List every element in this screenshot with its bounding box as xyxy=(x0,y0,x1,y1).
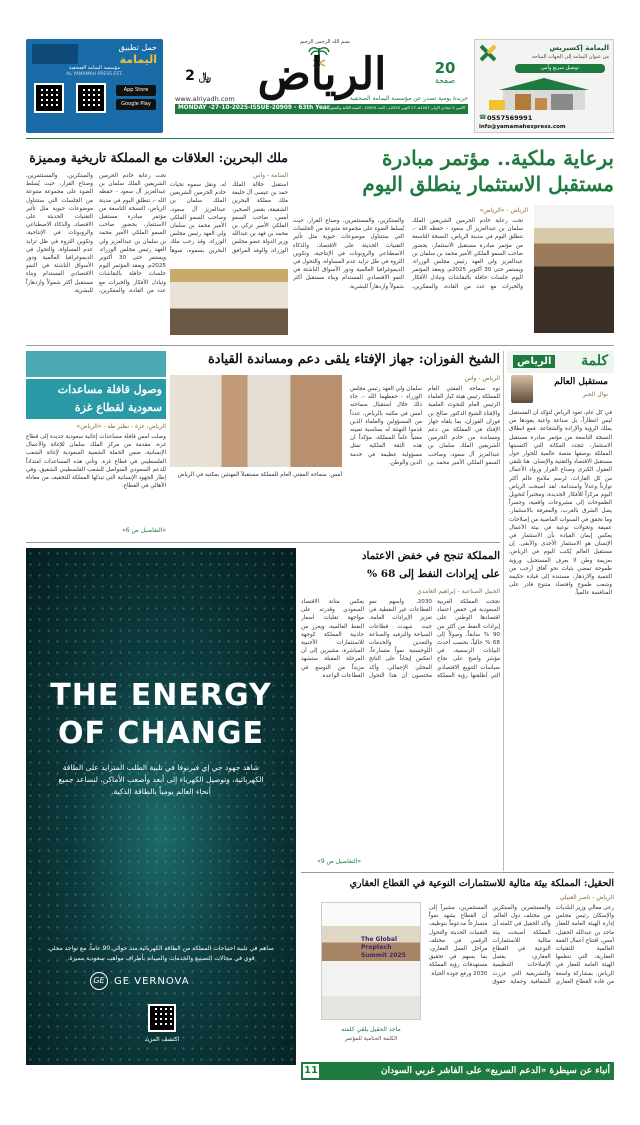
oil-story[interactable] xyxy=(301,548,500,870)
newspaper-title: الرياض xyxy=(257,49,387,100)
photo-caption-role: الكلمة الختامية للمؤتمر xyxy=(344,1036,398,1042)
newspaper-logo xyxy=(222,42,422,100)
column-header xyxy=(507,351,614,373)
oil-body: نجحت المملكة العربية السعودية في خفض اعتماد اقتصادها الوطني على إيرادات النفط من أكثر من 90 % سابقاً، وصولاً إلى 68 % حالياً، بحسب أحدث البيانات الرسمية، في مؤشر واضح على نجاح سياسات التنويع الاقتصادي التي أطلقتها رؤية المملكة 2030. وأسهم نمو القطاعات غير النفطية في تعزيز الإيرادات العامة، حيث شهدت قطاعات السياحة والترفيه والصناعة والتعدين والخدمات اللوجستية نمواً متسارعاً، انعكس إيجاباً على الناتج المحلي الإجمالي. وأكد مختصون أن هذا التحول يعكس متانة الاقتصاد السعودي وقدرته على مواجهة تقلبات أسعار النفط العالمية، ويعزز من جاذبية المملكة كوجهة للاستثمارات الأجنبية المباشرة، مشيرين إلى أن المرحلة المقبلة ستشهد مزيداً من التوسع في القطاعات الواعدة. xyxy=(301,599,500,679)
fawzan-story[interactable] xyxy=(170,351,500,541)
ad-arabic-text: شاهد جهود جي إي فيرنوفا في تلبية الطلب المتزايد على الطاقة الكهربائية، وتوصيل الكهرباء إلى أبعد وأصعب الأماكن، لنساعد جميع أنحاء العالم يومياً بالطاقة الذكية. xyxy=(58,763,264,796)
ge-vernova-ad[interactable] xyxy=(26,548,296,1065)
column-divider xyxy=(503,351,504,871)
express-ad[interactable] xyxy=(474,39,614,133)
publisher-name: مؤسسة اليمامة الصحفية xyxy=(68,65,121,71)
tagline: جريدة يومية تصدر عن مؤسسة اليمامة الصحفية xyxy=(349,95,468,102)
pages-count xyxy=(428,60,462,85)
section-divider xyxy=(26,345,614,346)
mid-divider xyxy=(26,542,500,543)
ad-qr-code-icon[interactable] xyxy=(148,1004,176,1032)
oil-continued[interactable]: «التفاصيل ص 9» xyxy=(317,858,361,865)
website-url[interactable]: www.alriyadh.com xyxy=(175,95,235,103)
express-email[interactable]: info@yamamahexpress.com xyxy=(479,124,566,130)
lead-byline: الرياض - «الرياض» xyxy=(479,207,528,214)
masthead-divider xyxy=(26,138,614,139)
fawzan-photo-caption: أمس: سماحة المفتي العام للمملكة مستقبلاً المهنئين بمكتبه في الرياض xyxy=(177,472,342,478)
price-value: 2 xyxy=(185,68,195,84)
real-estate-body: رعى معالي وزير البلديات والإسكان رئيس مجلس إدارة الهيئة العامة للعقار ماجد بن عبدالله الحقيل، أمس، افتتاح أعمال القمة العالمية للتقنيات العقارية، التي تنظمها الهيئة العامة للعقار في الرياض، بمشاركة واسعة من قادة القطاع العقاري والمستثمرين والمبتكرين من مختلف دول العالم. وأكد الحقيل في كلمته أن المملكة أصبحت بيئة مثالية للاستثمارات النوعية في القطاع العقاري، بفضل الإصلاحات التنظيمية والتشريعية التي عززت الشفافية وحماية حقوق المستثمرين، مشيراً إلى أن القطاع يشهد نمواً متسارعاً مدعوماً بتوظيف التقنيات الحديثة والتحول الرقمي في مختلف مراحل العمل العقاري، بما يسهم في تحقيق مستهدفات رؤية المملكة 2030 ورفع جودة الحياة. xyxy=(429,905,614,985)
masthead xyxy=(0,0,640,142)
king-portrait xyxy=(534,205,614,333)
lead-story[interactable] xyxy=(293,145,614,345)
column-title: مستقبل العالم xyxy=(554,377,608,387)
google-play-button[interactable]: Google Play xyxy=(116,99,156,110)
footer-page-number: 11 xyxy=(304,1065,318,1076)
fawzan-headline: الشيخ الفوزان: جهاز الإفتاء يلقى دعم ومساندة القيادة xyxy=(208,352,500,367)
column-logo: الرياض xyxy=(513,355,555,368)
real-estate-headline: الحقيل: المملكة بيئة مثالية للاستثمارات النوعية في القطاع العقاري xyxy=(349,878,614,889)
minister-photo xyxy=(321,902,421,1020)
column-author: نوال الجبر xyxy=(582,391,608,398)
issue-bar xyxy=(175,104,468,114)
ad-brand: GE VERNOVA xyxy=(114,976,190,987)
column-body: في كل عام، تعود الرياض لتؤكد أن المستقبل ليس انتظاراً، بل صناعة واعية يقودها من يملك الرؤية والإرادة والشجاعة. فمع انطلاق النسخة التاسعة من مؤتمر مبادرة مستقبل الاستثمار، تتجدد المكانة التي اكتسبتها المملكة بوصفها منصة عالمية للحوار حول مستقبل الاقتصاد والتقنية والإنسان. هنا تلتقي العقول الكبرى وصناع القرار ورواد الأعمال من كل القارات، لرسم ملامح عالم أكثر توازناً وعدلاً واستدامة. لقد أصبحت الرياض اليوم مركزاً للأفكار الجديدة، ومختبراً لتحويل الطموحات إلى مشروعات واقعية، وجسراً يصل الشرق بالغرب، والمعرفة بالاستثمار. وما تحقق في السنوات الماضية من إصلاحات عميقة وتحولات نوعية في بيئة الأعمال يعكس إيمان القيادة بأن الاستثمار في الإنسان هو الاستثمار الأجدى والأبقى. إن مستقبل العالم يُكتب اليوم في الرياض، بعزيمة وطن لا يعرف المستحيل، ورؤية طموحة تمضي بثبات نحو آفاق أرحب من التنمية والازدهار، مستندة إلى قيادة حكيمة وشعب طموح واقتصاد متنوع قادر على المنافسة عالمياً. xyxy=(509,410,612,597)
gaza-headline-line2: سعودية لقطاع غزة xyxy=(74,401,162,414)
express-slogan: من عنوان اليمامة إلى الجهات المتاحة xyxy=(531,54,609,60)
qr-code-icon xyxy=(76,83,106,113)
gaza-headline-line1: وصول قافلة مساعدات xyxy=(57,383,162,396)
gaza-top-strip xyxy=(26,351,166,377)
express-cta[interactable]: توصيل سريع وآمن xyxy=(515,64,605,73)
lead-headline-line2: مستقبل الاستثمار ينطلق اليوم xyxy=(362,172,614,196)
app-download-ad[interactable] xyxy=(26,39,163,133)
express-phone[interactable]: 0557569991 xyxy=(487,114,533,122)
price-badge: 2 ﷼ xyxy=(185,68,211,84)
issue-line-en: MONDAY -27-10-2025-ISSUE-20909 - 63th Year xyxy=(178,105,330,111)
bahrain-body: استقبل جلالة الملك حمد بن عيسى آل خليفة ملك مملكة البحرين الشقيقة، بقصر الصخير، أمس، صاحب السمو الملكي الأمير تركي بن محمد بن فهد بن عبدالله وزير الدولة عضو مجلس الوزراء، والوفد المرافق له. ونقل سموه تحيات خادم الحرمين الشريفين الملك سلمان بن عبدالعزيز آل سعود، وصاحب السمو الملكي الأمير محمد بن سلمان ولي العهد رئيس مجلس الوزراء. وقد رحب ملك البحرين بسموه، منوهاً xyxy=(170,182,288,254)
lead-body: تحت رعاية خادم الحرمين الشريفين الملك سلمان بن عبدالعزيز آل سعود - حفظه الله -، تنطلق اليوم في مدينة الرياض، النسخة التاسعة من مؤتمر مبادرة مستقبل الاستثمار، بحضور صاحب السمو الملكي الأمير محمد بن سلمان بن عبدالعزيز ولي العهد رئيس مجلس الوزراء، ويستمر حتى 30 أكتوبر 2025م. ويعقد المؤتمر اليوم جلسات حافلة بالنقاشات وتبادل الأفكار والخبرات مع عدد من القادة، والمفكرين، والمبتكرين، والمستثمرين، وصناع القرار، حيث يُسلط الضوء على مجموعة متنوعة من الجلسات التي ستتناول موضوعات حيوية مثل تأثير التقنيات الحديثة على الاقتصاد، والذكاء الاصطناعي والروبوتات في الإنتاجية، وتكوين الثروة في ظل تزايد عدم المساواة، والتحول في الديموغرافيا العالمية ودور الأسواق الناشئة في النمو الاقتصادي المستدام وبناء مستقبل أكثر شمولاً وازدهاراً للبشرية. xyxy=(293,218,523,290)
express-brand: اليمامة إكسبريس xyxy=(549,44,609,52)
gaza-byline: الرياض، غزة - نظير طه - «الرياض» xyxy=(76,423,166,430)
gaza-title-box xyxy=(26,379,166,419)
bahrain-body-continued: تحت رعاية خادم الحرمين الشريفين الملك سلمان بن عبدالعزيز آل سعود - حفظه الله -، تنطلق اليوم في مدينة الرياض، النسخة التاسعة من مؤتمر مبادرة مستقبل الاستثمار، بحضور صاحب السمو الملكي الأمير محمد بن سلمان بن عبدالعزيز ولي العهد رئيس مجلس الوزراء، ويستمر حتى 30 أكتوبر 2025م. ويعقد المؤتمر اليوم جلسات حافلة بالنقاشات وتبادل الأفكار والخبرات مع عدد من القادة، والمفكرين، والمبتكرين، والمستثمرين، وصناع القرار، حيث يُسلط الضوء على مجموعة متنوعة من الجلسات التي ستتناول موضوعات حيوية مثل تأثير التقنيات الحديثة على الاقتصاد، والذكاء الاصطناعي والروبوتات في الإنتاجية، وتكوين الثروة في ظل تزايد عدم المساواة، والتحول في الديموغرافيا العالمية ودور الأسواق الناشئة في النمو الاقتصادي المستدام وبناء مستقبل أكثر شمولاً وازدهاراً للبشرية. xyxy=(26,173,166,294)
gaza-story[interactable] xyxy=(26,351,166,541)
qr-code-icon xyxy=(34,83,64,113)
real-estate-story[interactable] xyxy=(301,876,614,1056)
express-phone-icon: ☎ xyxy=(479,114,487,121)
express-logo-icon xyxy=(479,44,497,62)
app-store-button[interactable]: App Store xyxy=(116,85,156,96)
lower-divider xyxy=(301,872,614,873)
app-name: اليمامة xyxy=(119,53,157,66)
bahrain-meeting-photo xyxy=(170,269,288,335)
real-estate-byline: الرياض - ناصر العبيلي xyxy=(559,894,614,901)
bahrain-story[interactable] xyxy=(26,145,288,345)
column-label: كلمة xyxy=(581,353,608,369)
pages-number: 20 xyxy=(434,59,456,77)
photo-caption-name: ماجد الحقيل يلقي كلمته xyxy=(341,1026,401,1033)
oil-headline-line1: المملكة تنجح في خفض الاعتماد xyxy=(361,550,500,562)
fawzan-body: نوه سماحة المفتي العام للمملكة رئيس هيئة كبار العلماء الرئيس العام للبحوث العلمية والإفتاء الشيخ الدكتور صالح بن فوزان الفوزان، بما يلقاه جهاز الإفتاء في المملكة من دعم ومساندة من خادم الحرمين الشريفين الملك سلمان بن عبدالعزيز آل سعود، وصاحب السمو الملكي الأمير محمد بن سلمان ولي العهد رئيس مجلس الوزراء - حفظهما الله -. جاء ذلك خلال استقبال سماحته أمس في مكتبه بالرياض، عدداً من المسؤولين والعلماء الذين قدموا التهنئة له بمناسبة تعيينه مفتياً عاماً للمملكة، مؤكداً أن هذه الثقة الملكية تمثل مسؤولية عظيمة في خدمة الدين والوطن. xyxy=(350,386,500,466)
basmala: بسم الله الرحمن الرحيم xyxy=(299,39,351,45)
ge-vernova-logo-icon: GE xyxy=(90,972,108,990)
publisher-name-en: AL YAMAMAH PRESS EST. xyxy=(66,72,123,77)
issue-line-ar: الاثنين 5 جمادى الأولى 1447هـ 27 أكتوبر 2025م - العدد 20909 - السنة الثالثة والستون xyxy=(328,105,465,110)
author-avatar xyxy=(511,375,533,403)
ad-footer-text: ساهم في تلبية احتياجات المملكة من الطاقة الكهربائية منذ حوالي 90 عاماً، مع تواجد محلي قوي في مجالات التصنيع والخدمات والصيانة بأطراف مواهب سعودية مميزة. xyxy=(48,945,274,962)
fawzan-byline: الرياض - واس xyxy=(464,375,500,382)
ad-headline-line1: THE ENERGY xyxy=(50,678,272,713)
lead-headline-line1: برعاية ملكية.. مؤتمر مبادرة xyxy=(382,146,614,170)
event-banner: The Global Proptech Summit 2025 xyxy=(361,936,406,959)
pages-label: صفحة xyxy=(434,76,456,85)
app-download-label: حمل تطبيق xyxy=(118,43,157,52)
footer-headline: أنباء عن سيطرة «الدعم السريع» على الفاشر غربي السودان xyxy=(380,1066,610,1076)
oil-headline-line2: على إيرادات النفط إلى 68 % xyxy=(367,568,500,580)
ad-particles xyxy=(26,548,296,1065)
opinion-column[interactable] xyxy=(507,351,614,871)
bahrain-byline: المنامة - واس xyxy=(253,172,288,179)
ad-headline-line2: OF CHANGE xyxy=(57,716,264,751)
warehouse-illustration xyxy=(489,76,599,110)
app-logo-icon xyxy=(32,44,78,64)
footer-bar[interactable] xyxy=(301,1062,614,1080)
fawzan-photo xyxy=(170,375,342,467)
oil-byline: الجبيل الصناعية - إبراهيم الغامدي xyxy=(417,588,500,595)
bahrain-headline: ملك البحرين: العلاقات مع المملكة تاريخية ومميزة xyxy=(29,150,288,165)
gaza-body: وصلت أمس قافلة مساعدات إغاثية سعودية جديدة إلى قطاع غزة، مقدمة من مركز الملك سلمان للإغاثة والأعمال الإنسانية، ضمن الحملة الشعبية السعودية لإغاثة الشعب الفلسطيني في قطاع غزة. وتأتي هذه المساعدات امتداداً للدعم السعودي المتواصل للشعب الفلسطيني الشقيق، وفي إطار الجهود الإنسانية التي تبذلها المملكة للتخفيف من معاناة الأهالي في القطاع. xyxy=(26,434,166,490)
ad-qr-label: اكتشف المزيد xyxy=(144,1036,180,1043)
gaza-continued[interactable]: «التفاصيل ص 6» xyxy=(122,527,166,534)
